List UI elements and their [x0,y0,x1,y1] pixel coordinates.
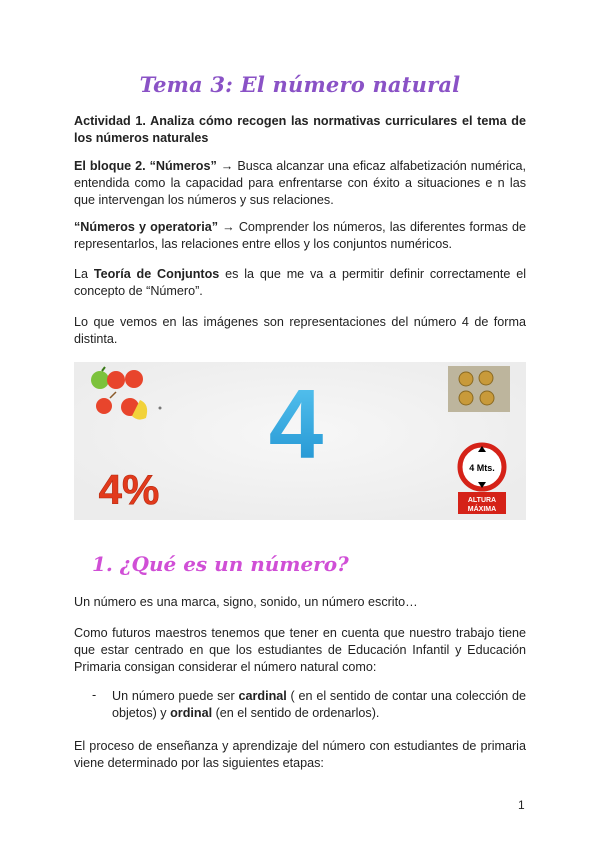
bloque-paragraph [74,158,526,209]
big-four-numeral: 4 [268,369,324,479]
proceso-paragraph: El proceso de enseñanza y aprendizaje del número con estudiantes de primaria viene determinado por las siguientes etapas: [74,739,526,770]
activity-heading: Actividad 1. Analiza cómo recogen las normativas curriculares el tema de los números naturales [74,114,526,145]
operatoria-lead: “Números y operatoria” [74,220,218,234]
bullet-pre: Un número puede ser [112,689,239,703]
bullet-ordinal: ordinal [170,706,213,720]
teoria-post: es la que me va a permitir definir correctamente el concepto de “Número”. [74,267,527,298]
bullet-cardinal: cardinal [238,689,287,703]
teoria-paragraph [74,266,526,300]
bloque-arrow: → [216,159,238,173]
bullet-mid: ( en el sentido de contar una colección de objetos) y [112,689,526,720]
operatoria-arrow: → [218,220,239,234]
section-1-heading: 1. ¿Qué es un número? [92,552,349,576]
percent-four: 4% [98,466,160,513]
teoria-bold: Teoría de Conjuntos [93,267,220,281]
operatoria-paragraph [74,219,526,253]
maestros-paragraph: Como futuros maestros tenemos que tener en cuenta que nuestro trabajo tiene que estar centrado en que los estudiantes de Educación Infantil y Educación Primaria consigan considerar el número natural como: [74,626,526,674]
sign-caption-1: ALTURA [467,497,497,504]
collage-svg [74,362,526,520]
bullet-dash: - [92,688,97,702]
definition-paragraph: Un número es una marca, signo, sonido, un número escrito… [74,595,418,609]
bullet-text [112,688,526,722]
sign-caption-2: MÁXIMA [467,506,497,513]
bloque-text: Busca alcanzar una eficaz alfabetización numérica, entendida como la capacidad para enfrentarse con éxito a situaciones e n las que intervengan los números y sus relaciones. [74,159,527,207]
number-four-collage [74,362,526,520]
max-height-sign [458,445,506,514]
imagenes-paragraph: Lo que vemos en las imágenes son representaciones del número 4 de forma distinta. [74,315,526,346]
operatoria-text: Comprender los números, las diferentes formas de representarlos, las relaciones entre ellos y los conjuntos numéricos. [74,220,526,251]
teoria-pre: La [74,267,94,281]
coins-image [448,366,510,412]
sign-label: 4 Mts. [469,463,495,473]
bloque-lead: El bloque 2. “Números” [74,159,217,173]
bullet-post: (en el sentido de ordenarlos). [212,706,380,720]
page-number: 1 [518,798,525,812]
page-title: Tema 3: El número natural [139,72,461,97]
